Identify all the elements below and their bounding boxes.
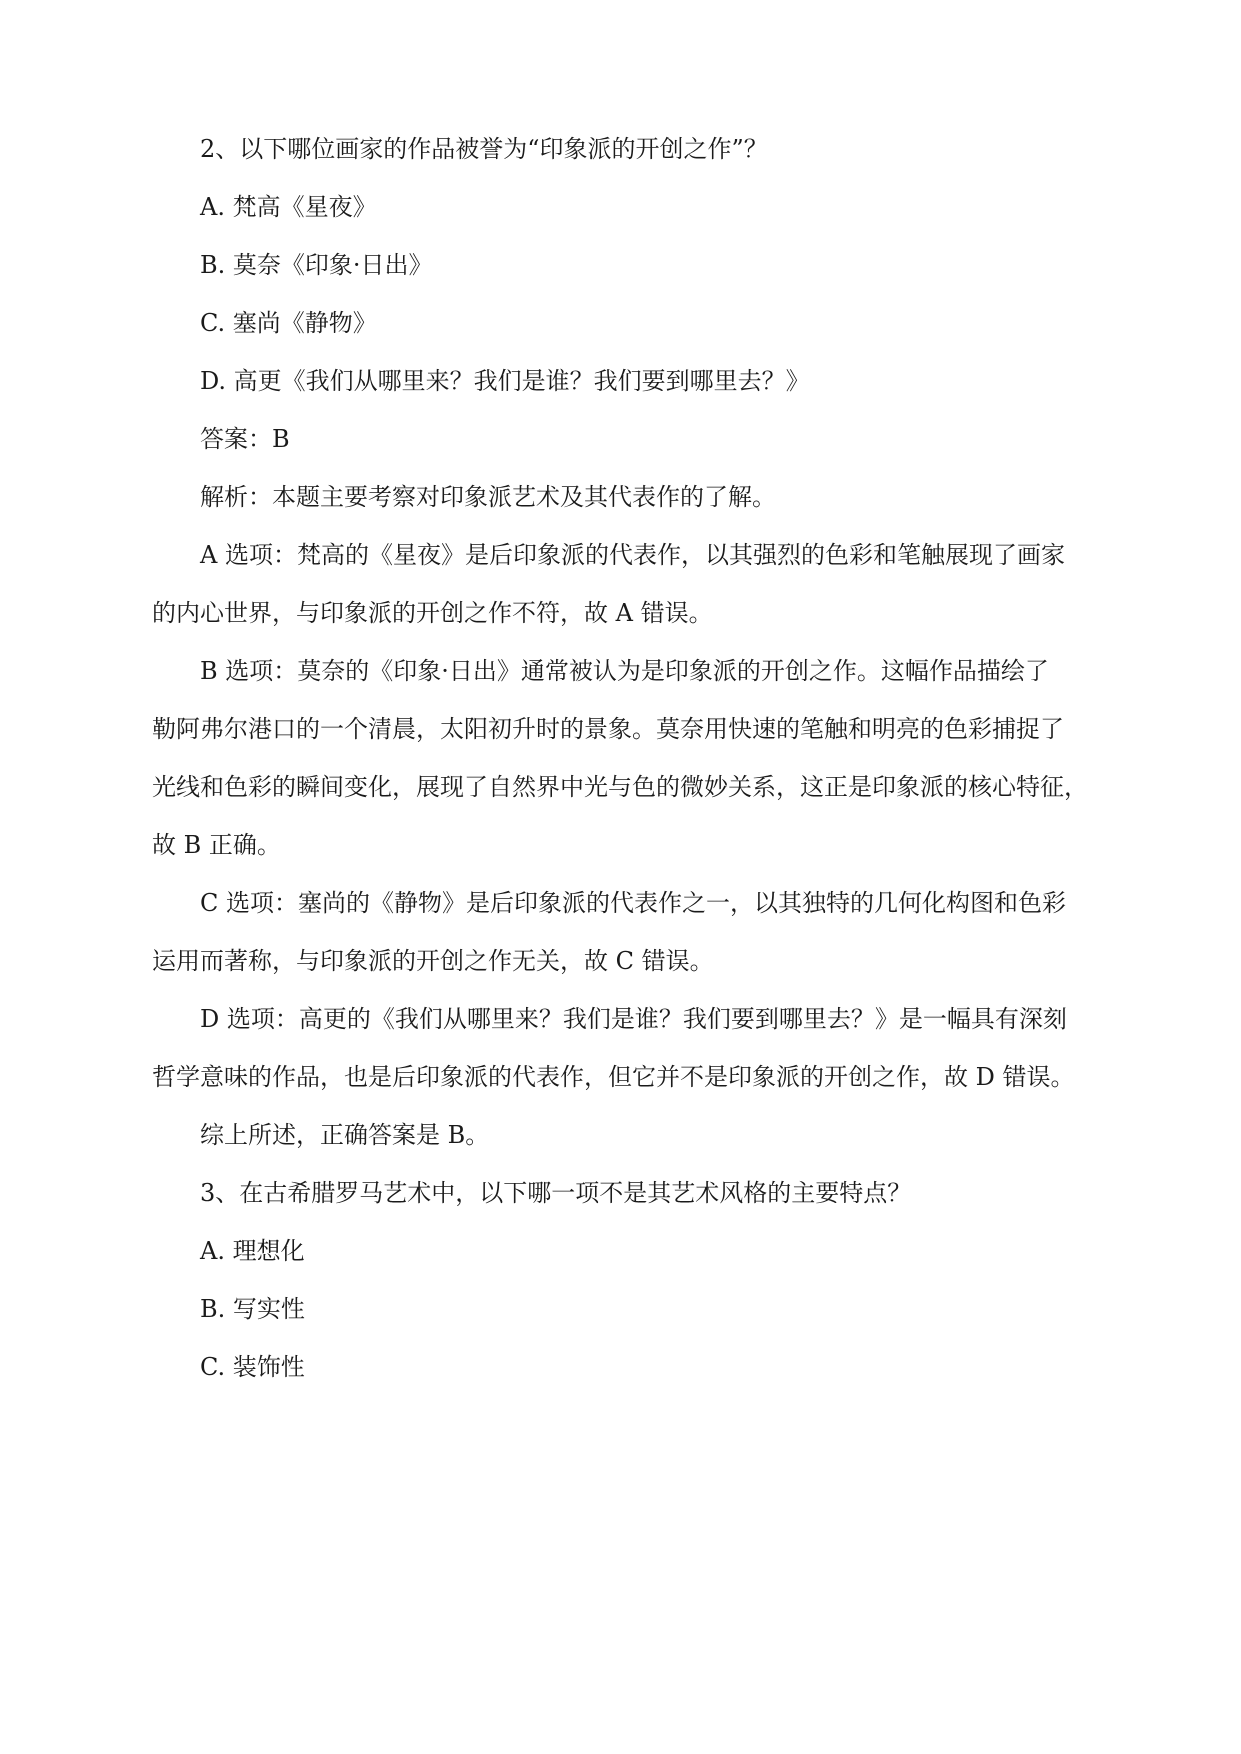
q2-option-a: A. 梵高《星夜》: [200, 193, 377, 221]
q2-option-d: D. 高更《我们从哪里来？我们是谁？我们要到哪里去？》: [200, 367, 810, 395]
q2-analysis-b-line-4: 故 B 正确。: [152, 831, 281, 859]
q2-analysis-b-line-1: B 选项：莫奈的《印象·日出》通常被认为是印象派的开创之作。这幅作品描绘了: [200, 657, 1049, 685]
q2-analysis-b-line-2: 勒阿弗尔港口的一个清晨，太阳初升时的景象。莫奈用快速的笔触和明亮的色彩捕捉了: [152, 715, 1064, 743]
q2-answer: 答案：B: [200, 425, 290, 453]
q2-analysis-intro: 解析：本题主要考察对印象派艺术及其代表作的了解。: [200, 483, 776, 511]
question-3: 3、在古希腊罗马艺术中，以下哪一项不是其艺术风格的主要特点？: [200, 1179, 912, 1207]
q2-analysis-b-line-3: 光线和色彩的瞬间变化，展现了自然界中光与色的微妙关系，这正是印象派的核心特征，: [152, 773, 1088, 801]
q3-option-c: C. 装饰性: [200, 1353, 305, 1381]
q2-analysis-c-line-1: C 选项：塞尚的《静物》是后印象派的代表作之一，以其独特的几何化构图和色彩: [200, 889, 1066, 917]
question-2: 2、以下哪位画家的作品被誉为“印象派的开创之作”？: [200, 135, 768, 163]
q2-analysis-a-line-1: A 选项：梵高的《星夜》是后印象派的代表作，以其强烈的色彩和笔触展现了画家: [200, 541, 1065, 569]
q2-option-c: C. 塞尚《静物》: [200, 309, 377, 337]
q3-option-b: B. 写实性: [200, 1295, 305, 1323]
q2-analysis-c-line-2: 运用而著称，与印象派的开创之作无关，故 C 错误。: [152, 947, 714, 975]
q2-analysis-d-line-1: D 选项：高更的《我们从哪里来？我们是谁？我们要到哪里去？》是一幅具有深刻: [200, 1005, 1067, 1033]
q2-summary: 综上所述，正确答案是 B。: [200, 1121, 490, 1149]
q2-option-b: B. 莫奈《印象·日出》: [200, 251, 433, 279]
q3-option-a: A. 理想化: [200, 1237, 305, 1265]
q2-analysis-d-line-2: 哲学意味的作品，也是后印象派的代表作，但它并不是印象派的开创之作，故 D 错误。: [152, 1063, 1075, 1091]
q2-analysis-a-line-2: 的内心世界，与印象派的开创之作不符，故 A 错误。: [152, 599, 713, 627]
